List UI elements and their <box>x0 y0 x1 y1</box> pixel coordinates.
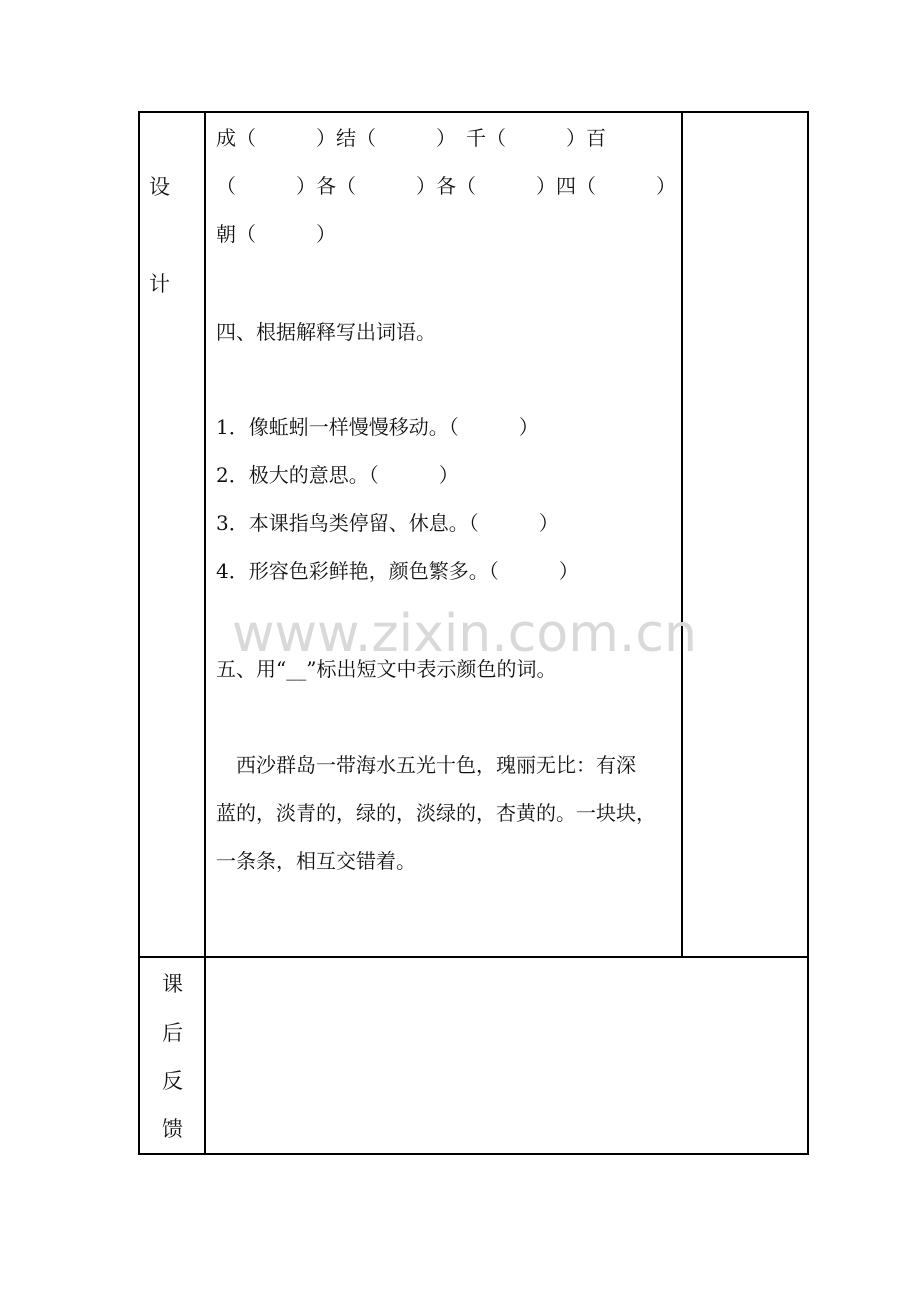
table-border-right <box>807 111 809 1155</box>
label-feedback-char-3: 反 <box>162 1069 183 1093</box>
section-4-heading: 四、根据解释写出词语。 <box>216 320 436 344</box>
idiom-fill-line-2: （ ）各（ ）各（ ）四（ ） <box>216 174 676 198</box>
table-divider-label-column <box>204 111 206 1155</box>
idiom-fill-line-3: 朝（ ） <box>216 222 336 246</box>
section-5-heading: 五、用“__”标出短文中表示颜色的词。 <box>216 657 557 681</box>
table-border-top <box>138 111 809 113</box>
passage-line-3: 一条条，相互交错着。 <box>216 849 416 873</box>
table-border-bottom <box>138 1153 809 1155</box>
passage-line-2: 蓝的，淡青的，绿的，淡绿的，杏黄的。一块块， <box>216 801 656 825</box>
definition-item-3: 3．本课指鸟类停留、休息。（ ） <box>216 511 559 535</box>
definition-item-4: 4．形容色彩鲜艳，颜色繁多。（ ） <box>216 559 579 583</box>
label-feedback-char-1: 课 <box>162 972 183 996</box>
table-border-left <box>138 111 140 1155</box>
label-feedback-char-4: 馈 <box>162 1117 183 1141</box>
label-feedback-char-2: 后 <box>162 1021 183 1045</box>
table-divider-notes-column <box>681 111 683 957</box>
definition-item-1: 1．像蚯蚓一样慢慢移动。（ ） <box>216 415 539 439</box>
passage-line-1: 西沙群岛一带海水五光十色，瑰丽无比：有深 <box>236 753 636 777</box>
watermark: www.zixin.com.cn <box>232 604 697 664</box>
table-row-divider <box>138 956 809 958</box>
label-design-char-2: 计 <box>149 272 170 296</box>
definition-item-2: 2．极大的意思。（ ） <box>216 463 459 487</box>
idiom-fill-line-1: 成（ ）结（ ） 千（ ）百 <box>216 126 606 150</box>
label-design-char-1: 设 <box>149 175 170 199</box>
